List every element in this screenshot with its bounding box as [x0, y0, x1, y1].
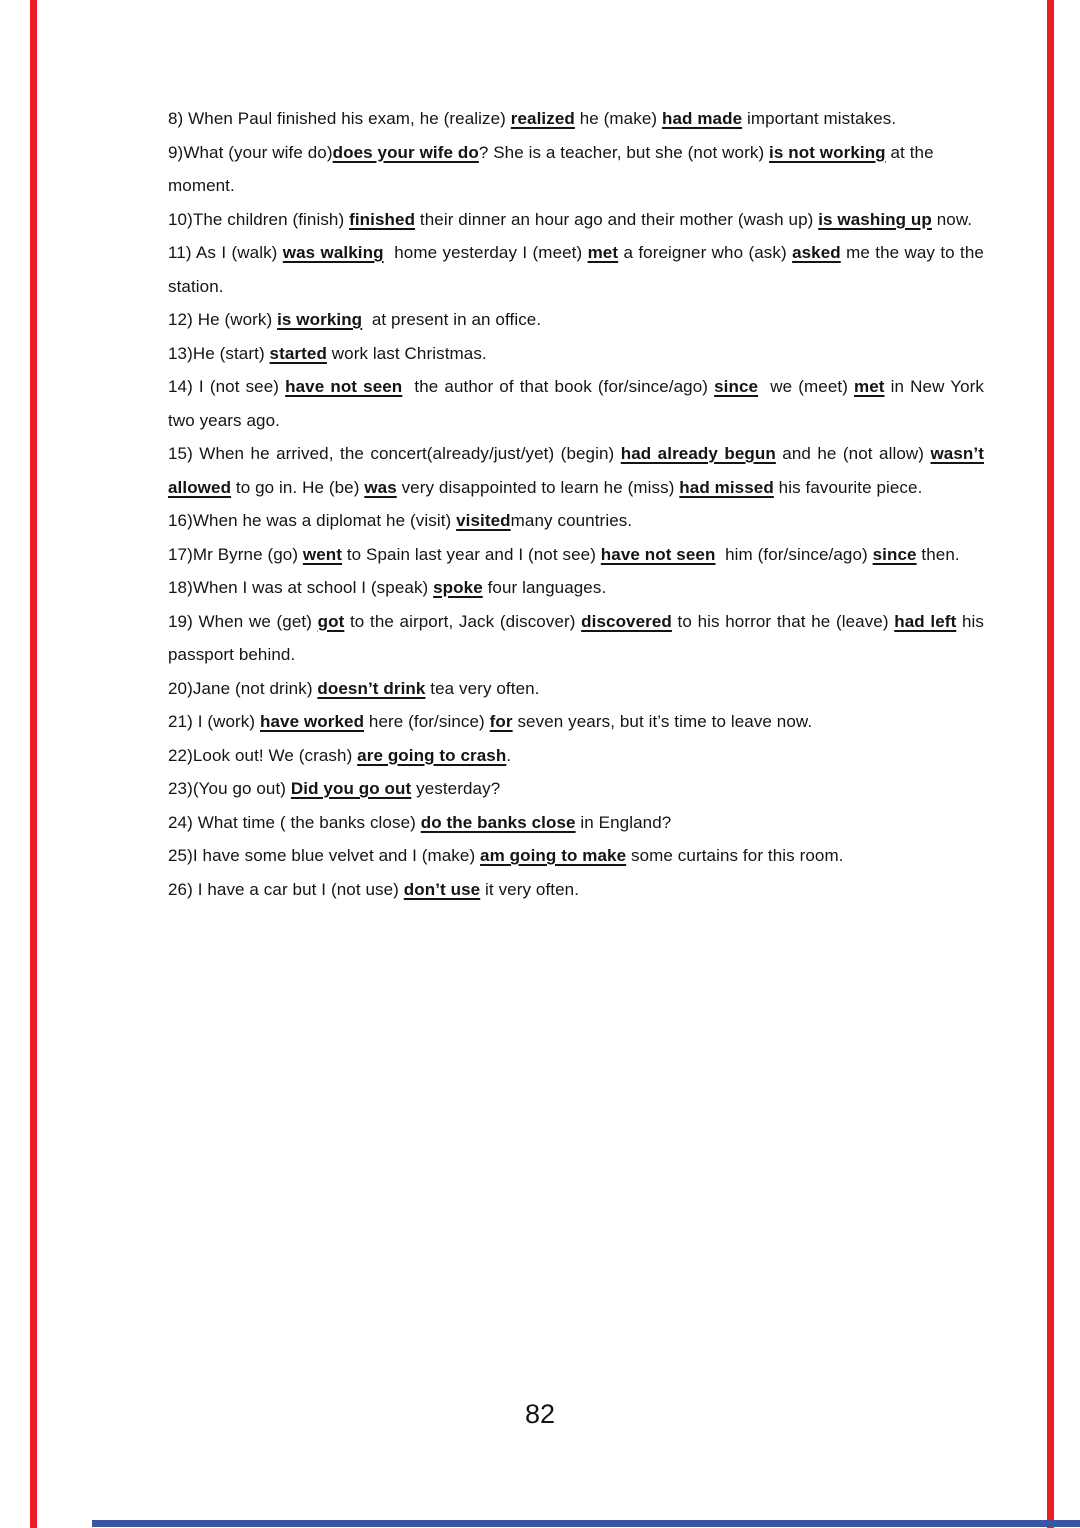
answer-text: is washing up — [818, 209, 932, 229]
page-number: 82 — [524, 1399, 556, 1429]
sentence-text: 25)I have some blue velvet and I (make) — [168, 846, 481, 865]
answer-text: does your wife do — [332, 142, 479, 162]
sentence-text: then. — [916, 544, 960, 564]
answer-text: Did you go out — [290, 779, 412, 798]
exercise-sentence — [168, 437, 984, 504]
exercise-sentence — [168, 806, 984, 840]
sentence-text: 21) I (work) — [168, 712, 260, 731]
answer-text: got — [317, 611, 345, 631]
exercise-sentence — [168, 203, 984, 237]
answer-text: am going to make — [480, 846, 627, 865]
sentence-text: tea very often. — [425, 678, 540, 698]
sentence-text: 8) When Paul finished his exam, he (realize) — [168, 109, 511, 128]
sentence-text: 24) What time ( the banks close) — [168, 812, 421, 832]
sentence-text: some curtains for this room. — [626, 846, 844, 865]
scan-edge-right-red — [1047, 0, 1054, 1528]
sentence-text: 20)Jane (not drink) — [168, 678, 318, 698]
exercise-sentence — [168, 236, 984, 303]
answer-text: have not seen — [285, 377, 403, 396]
answer-text: is working — [277, 310, 363, 329]
sentence-text: 19) When we (get) — [168, 611, 318, 631]
answer-text: was — [364, 477, 397, 497]
sentence-text: work last Christmas. — [326, 343, 487, 363]
exercise-sentence — [168, 102, 984, 136]
sentence-text: his favourite piece. — [773, 477, 923, 497]
exercise-sentence — [168, 337, 984, 371]
sentence-text: to go in. He (be) — [231, 477, 365, 497]
sentence-text: their dinner an hour ago and their mother (wash up) — [415, 209, 819, 229]
exercise-sentence — [168, 538, 984, 572]
answer-text: since — [714, 377, 759, 396]
sentence-text: we (meet) — [758, 377, 855, 396]
answer-text: started — [269, 343, 327, 363]
answer-text: met — [854, 377, 885, 396]
sentence-text: 23)(You go out) — [168, 779, 291, 798]
answer-text: is not working — [769, 142, 886, 162]
answer-text: finished — [349, 209, 416, 229]
sentence-text: home yesterday I (meet) — [383, 243, 588, 262]
exercise-sentence — [168, 739, 984, 773]
answer-text: do the banks close — [420, 812, 576, 832]
exercise-sentence — [168, 772, 984, 806]
sentence-text: . — [506, 745, 512, 765]
exercise-text-block — [168, 102, 984, 906]
answer-text: have not seen — [600, 544, 716, 564]
sentence-text: it very often. — [480, 879, 580, 899]
exercise-sentence — [168, 839, 984, 873]
answer-text: had already begun — [620, 444, 776, 463]
sentence-text: four languages. — [482, 578, 607, 597]
sentence-text: many countries. — [510, 511, 633, 530]
exercise-sentence — [168, 504, 984, 538]
answer-text: don’t use — [403, 879, 481, 899]
sentence-text: 26) I have a car but I (not use) — [168, 879, 404, 899]
sentence-text: now. — [931, 209, 973, 229]
exercise-sentence — [168, 571, 984, 605]
answer-text: doesn’t drink — [317, 678, 426, 698]
answer-text: had made — [661, 109, 743, 128]
sentence-text: a foreigner who (ask) — [618, 243, 793, 262]
sentence-text: 12) He (work) — [168, 310, 278, 329]
sentence-text: in New York two years ago. — [168, 377, 985, 430]
answer-text: have worked — [259, 712, 365, 731]
answer-text: asked — [792, 243, 841, 262]
sentence-text: here (for/since) — [364, 712, 490, 731]
sentence-text: 16)When he was a diplomat he (visit) — [168, 511, 457, 530]
answer-text: spoke — [433, 578, 483, 597]
exercise-sentence — [168, 873, 984, 907]
exercise-sentence — [168, 705, 984, 739]
sentence-text: he (make) — [574, 109, 662, 128]
exercise-sentence — [168, 136, 984, 203]
answer-text: realized — [510, 109, 575, 128]
sentence-text: and he (not allow) — [775, 444, 931, 463]
answer-text: are going to crash — [357, 745, 507, 765]
scan-edge-left-red — [30, 0, 37, 1528]
answer-text: had missed — [679, 477, 774, 497]
scan-edge-bottom-blue — [92, 1520, 1080, 1527]
sentence-text: 9)What (your wife do) — [168, 142, 333, 162]
exercise-sentence — [168, 605, 984, 672]
answer-text: since — [872, 544, 917, 564]
sentence-text: 10)The children (finish) — [168, 209, 350, 229]
sentence-text: important mistakes. — [742, 109, 897, 128]
sentence-text: 18)When I was at school I (speak) — [168, 578, 434, 597]
sentence-text: the author of that book (for/since/ago) — [402, 377, 715, 396]
sentence-text: 11) As I (walk) — [168, 243, 283, 262]
sentence-text: me the way to the station. — [168, 243, 984, 296]
sentence-text: 14) I (not see) — [168, 377, 286, 396]
exercise-sentence — [168, 672, 984, 706]
sentence-text: 17)Mr Byrne (go) — [168, 544, 303, 564]
sentence-text: seven years, but it’s time to leave now. — [512, 712, 813, 731]
answer-text: for — [489, 712, 513, 731]
exercise-sentence — [168, 370, 984, 437]
sentence-text: to Spain last year and I (not see) — [342, 544, 601, 564]
sentence-text: very disappointed to learn he (miss) — [396, 477, 680, 497]
answer-text: wasn’t allowed — [168, 444, 984, 497]
sentence-text: in England? — [575, 812, 672, 832]
answer-text: had left — [894, 611, 957, 631]
sentence-text: his passport behind. — [168, 611, 984, 664]
sentence-text: 13)He (start) — [168, 343, 270, 363]
answer-text: was walking — [282, 243, 384, 262]
answer-text: met — [587, 243, 619, 262]
answer-text: went — [302, 544, 343, 564]
answer-text: visited — [456, 511, 511, 530]
sentence-text: to the airport, Jack (discover) — [344, 611, 582, 631]
sentence-text: at the moment. — [168, 142, 934, 195]
sentence-text: him (for/since/ago) — [715, 544, 873, 564]
sentence-text: 22)Look out! We (crash) — [168, 745, 358, 765]
sentence-text: yesterday? — [411, 779, 501, 798]
sentence-text: at present in an office. — [362, 310, 542, 329]
sentence-text: 15) When he arrived, the concert(already/just/yet) (begin) — [168, 444, 621, 463]
sentence-text: to his horror that he (leave) — [671, 611, 895, 631]
sentence-text: ? She is a teacher, but she (not work) — [478, 142, 770, 162]
answer-text: discovered — [581, 611, 672, 631]
exercise-sentence — [168, 303, 984, 337]
